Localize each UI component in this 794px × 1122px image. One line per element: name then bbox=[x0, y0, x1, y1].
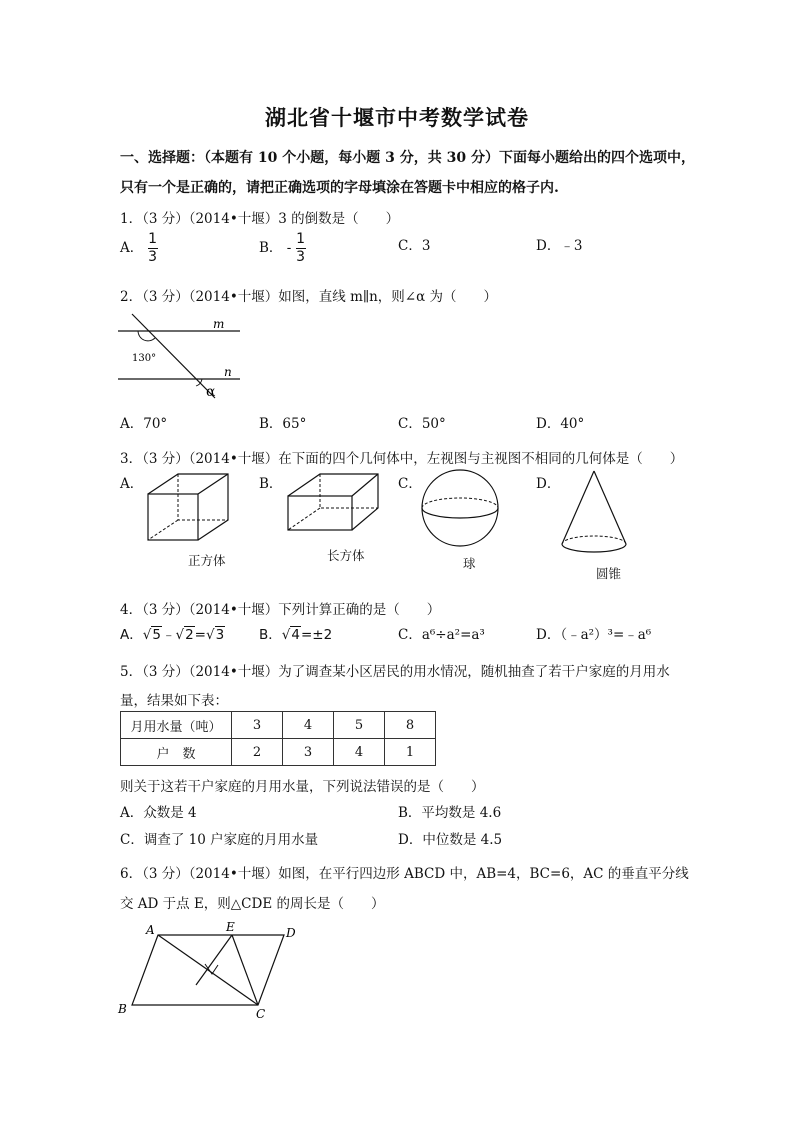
q5-stem-line1: 5．（3 分）（2014•十堰）为了调查某小区居民的用水情况，随机抽查了若干户家庭的月用水 bbox=[120, 664, 670, 680]
q4-option-d bbox=[536, 623, 651, 643]
q4-a-radicand2: 2 bbox=[185, 627, 194, 643]
q5-water-table bbox=[120, 711, 436, 766]
q1-b-sign: - bbox=[286, 240, 292, 256]
q4-option-b: B．√4=±2 bbox=[259, 627, 333, 643]
q1-option-b bbox=[259, 232, 306, 265]
q2-option-b: B．65° bbox=[259, 416, 307, 432]
q5-option-d: D．中位数是 4.5 bbox=[398, 832, 503, 848]
q6-label-e: E bbox=[226, 920, 235, 934]
page-title: 湖北省十堰市中考数学试卷 bbox=[265, 105, 529, 130]
table-row bbox=[121, 712, 436, 739]
q3-option-a: A． bbox=[120, 476, 144, 492]
q3-cuboid-label: 长方体 bbox=[327, 548, 365, 563]
q3-cone-figure bbox=[556, 468, 632, 556]
q6-label-a: A bbox=[146, 923, 155, 937]
q1-stem: 1．（3 分）（2014•十堰）3 的倒数是（ ） bbox=[120, 211, 400, 227]
q5-option-b: B．平均数是 4.6 bbox=[398, 805, 502, 821]
q4-d-label: D． bbox=[536, 627, 561, 643]
q6-parallelogram-figure bbox=[114, 918, 310, 1022]
q3-option-b: B． bbox=[259, 476, 283, 492]
q4-c-label: C． bbox=[398, 627, 422, 643]
q6-stem-line1: 6．（3 分）（2014•十堰）如图，在平行四边形 ABCD 中，AB=4，BC=6，AC 的垂直平分线 bbox=[120, 866, 689, 882]
table-cell: 4 bbox=[334, 739, 385, 766]
q6-label-c: C bbox=[256, 1007, 266, 1021]
table-cell: 3 bbox=[283, 739, 334, 766]
q5-option-c: C．调查了 10 户家庭的月用水量 bbox=[120, 832, 319, 848]
section-heading-line2: 只有一个是正确的，请把正确选项的字母填涂在答题卡中相应的格子内. bbox=[120, 180, 559, 196]
q4-d-expr: （﹣a²）³=﹣a⁶ bbox=[560, 627, 652, 643]
q2-stem: 2．（3 分）（2014•十堰）如图，直线 m∥n，则∠α 为（ ） bbox=[120, 289, 498, 305]
q4-b-rest: =±2 bbox=[300, 627, 333, 643]
q1-option-d: D．﹣3 bbox=[536, 238, 583, 254]
q3-cube-figure bbox=[140, 470, 240, 546]
q1-b-fraction bbox=[296, 232, 306, 265]
q2-figure bbox=[110, 312, 250, 404]
q4-a-radicand1: 5 bbox=[152, 627, 161, 643]
q1-a-label: A． bbox=[120, 240, 144, 256]
q3-cuboid-figure bbox=[280, 470, 390, 536]
q3-cube-label: 正方体 bbox=[188, 553, 226, 568]
q2-label-m: m bbox=[213, 317, 225, 331]
q4-a-eq: = bbox=[194, 627, 206, 643]
q6-label-b: B bbox=[118, 1002, 127, 1016]
q2-option-d: D．40° bbox=[536, 416, 585, 432]
q1-b-num: 1 bbox=[296, 231, 306, 247]
table-cell: 4 bbox=[283, 712, 334, 739]
q3-sphere-figure bbox=[418, 466, 502, 550]
q3-stem: 3．（3 分）（2014•十堰）在下面的四个几何体中，左视图与主视图不相同的几何体是（ ） bbox=[120, 451, 684, 467]
q1-b-label: B． bbox=[259, 240, 283, 256]
q4-b-radicand: 4 bbox=[291, 627, 300, 643]
q3-option-c: C． bbox=[398, 476, 422, 492]
q4-a-label: A． bbox=[120, 627, 143, 643]
q1-a-num: 1 bbox=[148, 231, 157, 247]
q3-sphere-label: 球 bbox=[463, 556, 476, 571]
table-cell: 5 bbox=[334, 712, 385, 739]
table-row bbox=[121, 739, 436, 766]
q4-option-c bbox=[398, 623, 485, 643]
q2-option-a: A．70° bbox=[120, 416, 168, 432]
table-row-head: 户 数 bbox=[121, 739, 232, 766]
q5-stem-line2: 量，结果如下表： bbox=[120, 693, 228, 709]
q4-a-radicand3: 3 bbox=[215, 627, 225, 643]
q5-stem-line3: 则关于这若干户家庭的月用水量，下列说法错误的是（ ） bbox=[120, 779, 485, 795]
q4-option-a: A．√5﹣√2=√3 bbox=[120, 627, 225, 643]
q2-label-angle: 130° bbox=[132, 353, 157, 364]
q4-c-expr: a⁶÷a²=a³ bbox=[421, 627, 485, 643]
q2-label-n: n bbox=[224, 365, 232, 379]
q6-stem-line2: 交 AD 于点 E，则△CDE 的周长是（ ） bbox=[120, 896, 385, 912]
table-cell: 3 bbox=[232, 712, 283, 739]
table-cell: 8 bbox=[385, 712, 436, 739]
q2-label-alpha: α bbox=[206, 384, 216, 400]
q6-label-d: D bbox=[286, 926, 296, 940]
q4-b-label: B． bbox=[259, 627, 282, 643]
q1-option-a bbox=[120, 232, 158, 265]
table-row-head: 月用水量（吨） bbox=[121, 712, 232, 739]
q3-option-d: D． bbox=[536, 476, 561, 492]
q4-stem: 4．（3 分）（2014•十堰）下列计算正确的是（ ） bbox=[120, 602, 441, 618]
q1-a-fraction bbox=[148, 232, 158, 265]
table-cell: 1 bbox=[385, 739, 436, 766]
table-cell: 2 bbox=[232, 739, 283, 766]
q4-a-minus: ﹣ bbox=[161, 627, 176, 643]
q3-cone-label: 圆锥 bbox=[596, 566, 622, 581]
q1-b-den: 3 bbox=[296, 249, 306, 265]
q1-a-den: 3 bbox=[148, 249, 157, 265]
section-heading-line1: 一、选择题：（本题有 10 个小题，每小题 3 分，共 30 分）下面每小题给出的四个选项中， bbox=[120, 150, 695, 166]
q1-option-c: C．3 bbox=[398, 238, 431, 254]
q5-option-a: A．众数是 4 bbox=[120, 805, 197, 821]
q2-option-c: C．50° bbox=[398, 416, 446, 432]
